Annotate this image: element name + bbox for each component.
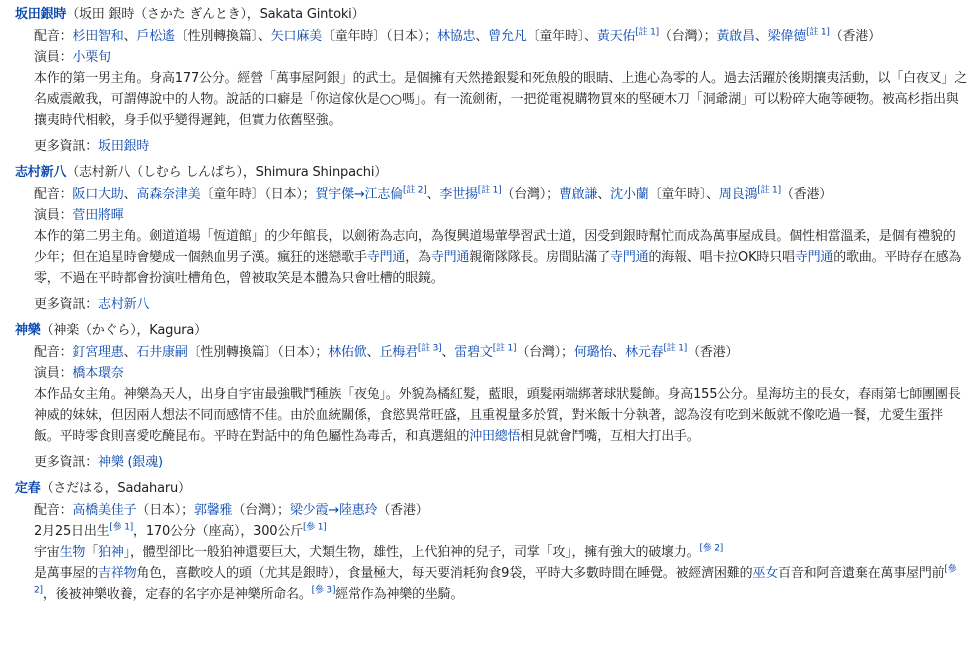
- text-run: （香港）: [687, 345, 739, 360]
- more-link-kagura[interactable]: 神樂 (銀魂): [98, 455, 163, 470]
- text-run: 宇宙: [34, 545, 60, 560]
- more-info-shinpachi: [34, 294, 968, 315]
- description-sadaharu-2: [34, 563, 968, 605]
- text-run: ，170公分（座高），300公斤: [133, 524, 303, 539]
- voice-label: 配音：: [34, 503, 73, 518]
- wiki-link[interactable]: 寺門通: [366, 250, 406, 265]
- wiki-link[interactable]: 黃天佑: [596, 29, 636, 44]
- voice-list: [72, 345, 738, 360]
- reference-note[interactable]: [註 1]: [477, 185, 502, 196]
- wiki-link[interactable]: 寺門通: [610, 250, 649, 265]
- actor-link-shinpachi[interactable]: 菅田將暉: [72, 208, 124, 223]
- text-run: 「: [85, 545, 99, 560]
- reference-note[interactable]: [註 1]: [663, 343, 688, 354]
- reference-note[interactable]: [參 3]: [311, 585, 336, 596]
- voice-label: 配音：: [34, 345, 73, 360]
- reference-note[interactable]: [註 1]: [635, 27, 659, 38]
- reference-note[interactable]: [註 1]: [757, 185, 781, 196]
- text-run: （台灣）；: [658, 29, 717, 44]
- description-gintoki: [34, 68, 968, 131]
- actor-label: 演員：: [34, 366, 73, 381]
- actor-link-gintoki[interactable]: 小栗旬: [72, 50, 111, 65]
- more-label: 更多資訊：: [34, 297, 99, 312]
- character-name-gintoki: 坂田銀時: [15, 7, 67, 22]
- more-info-kagura: [34, 452, 968, 473]
- wiki-link[interactable]: 杉田智和: [72, 29, 124, 44]
- reference-note[interactable]: [註 1]: [492, 343, 517, 354]
- wiki-link[interactable]: 沖田總悟: [469, 429, 521, 444]
- more-link-shinpachi[interactable]: 志村新八: [98, 297, 150, 312]
- text-run: （香港）: [829, 29, 881, 44]
- text-run: （香港）: [377, 503, 429, 518]
- actor-kagura: [34, 363, 968, 384]
- voice-list: [72, 187, 832, 202]
- text-run: 的海報、唱卡拉OK時只唱: [648, 250, 795, 265]
- text-run: 」，體型卻比一般狛神還要巨大，犬類生物，雄性，上代狛神的兒子，司掌「攻」，擁有強大的破壞力。: [123, 545, 700, 560]
- wiki-link[interactable]: 矢口麻美: [270, 29, 322, 44]
- description-kagura: [34, 384, 968, 447]
- heading-detail-gintoki: （坂田 銀時（さかた ぎんとき），Sakata Gintoki）: [66, 7, 365, 22]
- wiki-link[interactable]: 雷碧文: [454, 345, 493, 360]
- text-run: 親衛隊隊長。房間貼滿了: [469, 250, 611, 265]
- wiki-link[interactable]: 高森奈津美: [136, 187, 201, 202]
- wiki-link[interactable]: 釘宮理惠: [72, 345, 124, 360]
- reference-note[interactable]: [註 2]: [402, 185, 427, 196]
- text-run: （台灣）；: [516, 345, 574, 360]
- wiki-link[interactable]: 生物: [59, 545, 86, 560]
- text-run: 〔童年時〕（日本）；: [200, 187, 316, 202]
- wiki-link[interactable]: 巫女: [752, 566, 779, 581]
- wiki-link[interactable]: 梁少霞→陸惠玲: [289, 503, 378, 518]
- wiki-link[interactable]: 阪口大助: [72, 187, 124, 202]
- voice-list: [72, 29, 880, 44]
- wiki-link[interactable]: 林協忠: [436, 29, 476, 44]
- reference-note[interactable]: [參 1]: [109, 522, 134, 533]
- wiki-link[interactable]: 郭馨雅: [193, 503, 233, 518]
- wiki-link[interactable]: 何璐怡: [573, 345, 613, 360]
- entry-heading-shinpachi: [15, 162, 968, 183]
- reference-note[interactable]: [參 2]: [699, 543, 724, 554]
- wiki-link[interactable]: 狛神: [98, 545, 124, 560]
- description-sadaharu-1: [34, 542, 968, 563]
- wiki-link[interactable]: 吉祥物: [98, 566, 137, 581]
- reference-note[interactable]: [註 1]: [806, 27, 830, 38]
- wiki-link[interactable]: 李世揚: [439, 187, 478, 202]
- text-run: （日本）；: [136, 503, 194, 518]
- wiki-link[interactable]: 曾允凡: [488, 29, 527, 44]
- wiki-link[interactable]: 林佑俽: [328, 345, 367, 360]
- text-run: （香港）: [780, 187, 833, 202]
- voice-actors-shinpachi: [34, 184, 968, 205]
- text-run: 、: [754, 29, 768, 44]
- wiki-link[interactable]: 寺門通: [430, 250, 470, 265]
- text-run: 、: [123, 29, 137, 44]
- text-run: 〔童年時〕、: [526, 29, 597, 44]
- voice-actors-sadaharu: [34, 500, 968, 521]
- actor-label: 演員：: [34, 208, 73, 223]
- voice-label: 配音：: [34, 187, 73, 202]
- character-name-shinpachi: 志村新八: [15, 165, 67, 180]
- actor-link-kagura[interactable]: 橋本環奈: [72, 366, 124, 381]
- text-run: 本作的第二男主角。劍道道場「恆道館」的少年館長，以劍術為志向，為復興道場葷學習武士道，因受到銀時幫忙而成為萬事屋成員。個性相當溫柔，是個有禮貌的少年；但在追星時會變成一個熱血男子漢。瘋狂的迷戀歌手: [34, 229, 956, 265]
- wiki-link[interactable]: 林元春: [625, 345, 664, 360]
- text-run: （台灣）；: [232, 503, 290, 518]
- character-name-sadaharu: 定春: [15, 481, 41, 496]
- reference-note[interactable]: [參 2]: [34, 564, 957, 596]
- wiki-link[interactable]: 沈小蘭: [610, 187, 649, 202]
- text-run: 、: [475, 29, 489, 44]
- more-label: 更多資訊：: [34, 455, 99, 470]
- wiki-link[interactable]: 賀宇傑→江志倫: [315, 187, 403, 202]
- wiki-link[interactable]: 高橋美佳子: [72, 503, 137, 518]
- heading-detail-shinpachi: （志村新八（しむら しんぱち），Shimura Shinpachi）: [66, 165, 388, 180]
- wiki-link[interactable]: 寺門通: [794, 250, 834, 265]
- voice-actors-kagura: [34, 342, 968, 363]
- text-run: 〔性別轉換篇〕、: [174, 29, 271, 44]
- actor-gintoki: [34, 47, 968, 68]
- wiki-link[interactable]: 石井康嗣: [136, 345, 188, 360]
- text-run: 、: [426, 187, 440, 202]
- heading-detail-sadaharu: （さだはる，Sadaharu）: [40, 481, 191, 496]
- actor-shinpachi: [34, 205, 968, 226]
- reference-note[interactable]: [註 3]: [417, 343, 442, 354]
- character-name-kagura: 神樂: [15, 323, 41, 338]
- actor-label: 演員：: [34, 50, 73, 65]
- voice-label: 配音：: [34, 29, 73, 44]
- text-run: 〔童年時〕、: [648, 187, 719, 202]
- text-run: ，為: [405, 250, 431, 265]
- wiki-link[interactable]: 梁偉德: [767, 29, 807, 44]
- reference-note[interactable]: [參 1]: [302, 522, 327, 533]
- text-run: 經常作為神樂的坐騎。: [335, 587, 464, 602]
- text-run: 〔童年時〕（日本）；: [321, 29, 437, 44]
- text-run: 相見就會鬥嘴，互相大打出手。: [520, 429, 700, 444]
- text-run: ，後被神樂收養，定春的名字亦是神樂所命名。: [42, 587, 312, 602]
- text-run: 2月25日出生: [34, 524, 110, 539]
- entry-heading-gintoki: [15, 4, 968, 25]
- description-shinpachi: [34, 226, 968, 289]
- heading-detail-kagura: （神楽（かぐら），Kagura）: [40, 323, 207, 338]
- wiki-link[interactable]: 周良鴻: [718, 187, 758, 202]
- text-run: 本作品女主角。神樂為天人，出身自宇宙最強戰鬥種族「夜兔」。外貌為橘紅髮，藍眼，頭髮兩端綁著球狀髮飾。身高155公分。星海坊主的長女，春雨第七師團團長神威的妹妹，但因兩人想法不同而感情不佳。由於血統關係，食慾異常旺盛，且重視量多於質，對米飯十分執著，認為沒有吃到米飯就不像吃過一餐，尤愛生蛋拌飯。平時零食則喜愛吃醃昆布。平時在對話中的角色屬性為毒舌，和真選組的: [34, 387, 961, 444]
- wiki-link[interactable]: 戶松遙: [136, 29, 175, 44]
- wiki-link[interactable]: 曹啟謙: [558, 187, 598, 202]
- entry-heading-kagura: [15, 320, 968, 341]
- wiki-link[interactable]: 黃啟昌: [716, 29, 755, 44]
- text-run: （台灣）；: [501, 187, 559, 202]
- text-run: 〔性別轉換篇〕（日本）；: [187, 345, 329, 360]
- text-run: 、: [366, 345, 380, 360]
- text-run: 、: [123, 187, 137, 202]
- entry-heading-sadaharu: [15, 478, 968, 499]
- more-label: 更多資訊：: [34, 139, 99, 154]
- more-info-gintoki: [34, 136, 968, 157]
- voice-list: [72, 503, 428, 518]
- wiki-link[interactable]: 丘梅君: [379, 345, 418, 360]
- text-run: 是萬事屋的: [34, 566, 99, 581]
- text-run: 百音和阿音遺棄在萬事屋門前: [778, 566, 945, 581]
- text-run: 、: [123, 345, 137, 360]
- text-run: 本作的第一男主角。身高177公分。經營「萬事屋阿銀」的武士。是個擁有天然捲銀髮和死魚般的眼睛、上進心為零的人。過去活躍於後期攘夷活動，以「白夜叉」之名威震敵我，可謂傳說中的人物。說話的口癖是「你這傢伙是○○嗎」。有一流劍術，一把從電視購物買來的堅硬木刀「洞爺湖」可以粉碎大砲等硬物。被高杉指出與攘夷時代相較，身手似乎變得遲鈍，但實力依舊堅強。: [34, 71, 968, 128]
- voice-actors-gintoki: [34, 26, 968, 47]
- text-run: 、: [612, 345, 626, 360]
- more-link-gintoki[interactable]: 坂田銀時: [98, 139, 150, 154]
- text-run: 、: [597, 187, 611, 202]
- text-run: 的歌曲。平時存在感為零，不過在平時都會扮演吐槽角色，曾被取笑是本體為只會吐槽的眼鏡。: [34, 250, 962, 286]
- stats-sadaharu: [34, 521, 968, 542]
- text-run: 角色，喜歡咬人的頭（尤其是銀時），食量極大，每天要消耗狗食9袋，平時大多數時間在睡覺。被經濟困難的: [136, 566, 753, 581]
- text-run: 、: [441, 345, 455, 360]
